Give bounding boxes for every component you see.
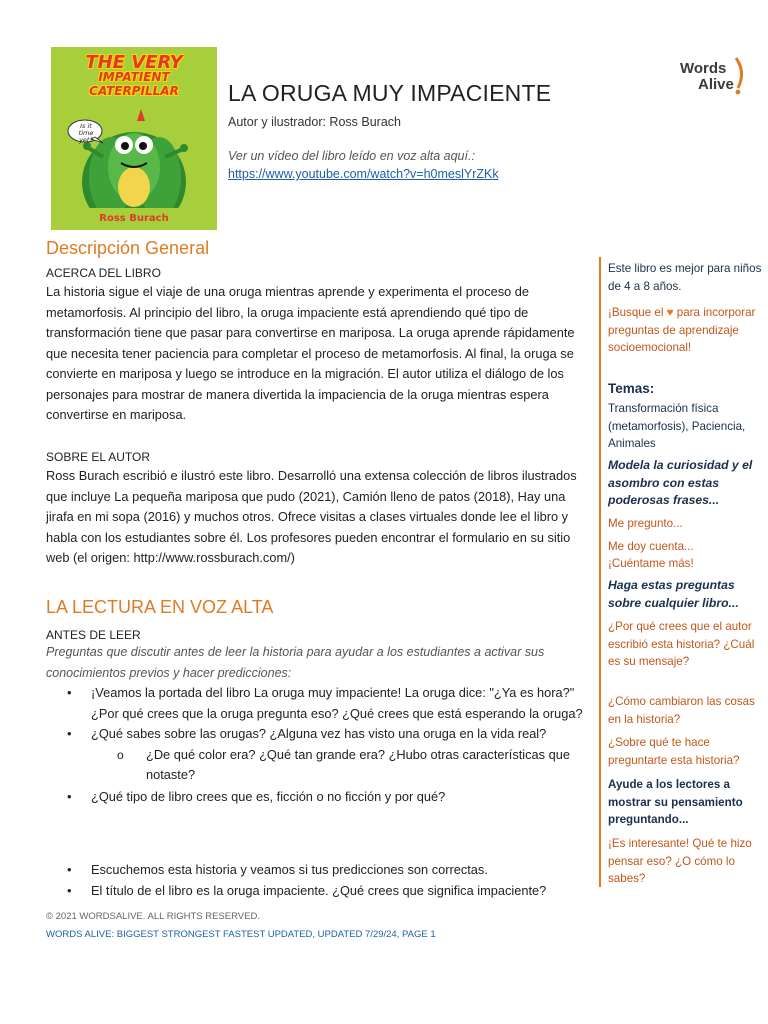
sidebar-age-note: Este libro es mejor para niños de 4 a 8 años. <box>608 262 762 293</box>
video-link[interactable]: https://www.youtube.com/watch?v=h0meslYrZKk <box>228 167 499 181</box>
sidebar-phrase-2a: Me doy cuenta... <box>608 540 694 553</box>
cover-author-name: Ross Burach <box>99 213 169 224</box>
about-book-text: La historia sigue el viaje de una oruga mientras aprende y experimenta el proceso de metamorfosis. Al principio del libro, la oruga impaciente está aprendiendo qué tipo de transformación tiene que pasar para convertirse en mariposa. La oruga aprende rápidamente que necesita tener paciencia para completar el proceso de metamorfosis. Al final, la oruga se convierte en mariposa y luego se introduce en la migración. El autor utiliza el diálogo de los personajes para mostrar de manera divertida la impaciencia de la oruga mientras espera convertirse en mariposa. <box>46 284 575 422</box>
sidebar-ask-2: ¿Cómo cambiaron las cosas en la historia? <box>608 695 755 726</box>
sidebar-model-heading: Modela la curiosidad y el asombro con estas poderosas frases... <box>608 458 753 507</box>
copyright-text: © 2021 WORDSALIVE. ALL RIGHTS RESERVED. <box>46 911 260 922</box>
sidebar-ask-3: ¿Sobre qué te hace preguntarte esta historia? <box>608 736 740 767</box>
question-item: • ¿Qué sabes sobre las orugas? ¿Alguna vez has visto una oruga en la vida real? <box>46 724 586 745</box>
video-note: Ver un vídeo del libro leído en voz alta aquí.: <box>228 149 475 163</box>
about-book-label: ACERCA DEL LIBRO <box>46 266 161 280</box>
words-alive-logo <box>676 54 748 98</box>
footer-text: WORDS ALIVE: BIGGEST STRONGEST FASTEST UPDATED, UPDATED 7/29/24, PAGE 1 <box>46 929 436 940</box>
sidebar-help-1: ¡Es interesante! Qué te hizo pensar eso? ¿O cómo lo sabes? <box>608 837 752 885</box>
about-author-text: Ross Burach escribió e ilustró este libro. Desarrolló una extensa colección de libros ilustrados que incluye La pequeña mariposa que pudo (2021), Camión lleno de patos (2018), Hay una jirafa en mi sopa (2016) y muchos otros. Ofrece visitas a clases virtuales donde lee el libro y habla con los estudiantes sobre él. Los profesores pueden encontrar el formulario en su sitio web (el origen: http://www.rossburach.com/) <box>46 468 577 565</box>
author-byline: Autor y ilustrador: Ross Burach <box>228 115 401 129</box>
cover-speech-bubble: Is it time yet? <box>78 122 94 144</box>
sidebar-sel-note <box>608 304 768 357</box>
cover-title-line1: THE VERY <box>85 52 183 73</box>
cover-title-line3: CATERPILLAR <box>89 84 179 98</box>
before-reading-questions <box>46 683 586 807</box>
cover-title-line2: IMPATIENT <box>98 70 170 84</box>
sidebar-temas-label: Temas: <box>608 381 655 396</box>
sidebar-ask-heading: Haga estas preguntas sobre cualquier libro... <box>608 578 739 610</box>
reading-questions <box>46 860 586 901</box>
section-heading-overview: Descripción General <box>46 238 210 258</box>
cover-author-band <box>51 208 217 230</box>
question-item: • El título de el libro es la oruga impaciente. ¿Qué crees que significa impaciente? <box>46 881 586 902</box>
section-heading-readaloud: LA LECTURA EN VOZ ALTA <box>46 597 274 617</box>
sel-text-post: para incorporar preguntas de aprendizaje socioemocional! <box>608 306 756 354</box>
logo-word-1: Words <box>680 60 727 77</box>
question-item: • ¡Veamos la portada del libro La oruga muy impaciente! La oruga dice: "¿Ya es hora?" ¿Por qué crees que la oruga pregunta eso? ¿Qué crees que está esperando la oruga? <box>46 683 586 724</box>
question-subitem: o ¿De qué color era? ¿Qué tan grande era? ¿Hubo otras características que notaste? <box>46 745 586 786</box>
before-reading-label: ANTES DE LEER <box>46 628 141 642</box>
sidebar-divider <box>599 257 601 887</box>
question-item: • Escuchemos esta historia y veamos si tus predicciones son correctas. <box>46 860 586 881</box>
about-author-label: SOBRE EL AUTOR <box>46 450 151 464</box>
book-cover-image <box>51 47 217 230</box>
sidebar-phrase-2b: ¡Cuéntame más! <box>608 557 694 570</box>
question-item: • ¿Qué tipo de libro crees que es, ficción o no ficción y por qué? <box>46 787 586 808</box>
sidebar-ask-1: ¿Por qué crees que el autor escribió esta historia? ¿Cuál es su mensaje? <box>608 620 755 668</box>
heart-icon: ♥ <box>666 306 674 319</box>
sidebar-help-heading: Ayude a los lectores a mostrar su pensamiento preguntando... <box>608 778 743 826</box>
sidebar-temas-text: Transformación física (metamorfosis), Paciencia, Animales <box>608 402 746 450</box>
page-title: LA ORUGA MUY IMPACIENTE <box>228 80 552 106</box>
sel-text-pre: ¡Busque el <box>608 306 667 319</box>
logo-word-2: Alive <box>698 76 734 93</box>
before-reading-note: Preguntas que discutir antes de leer la historia para ayudar a los estudiantes a activar sus conocimientos previos y hacer predicciones: <box>46 645 545 680</box>
sidebar-phrase-1: Me pregunto... <box>608 517 683 530</box>
